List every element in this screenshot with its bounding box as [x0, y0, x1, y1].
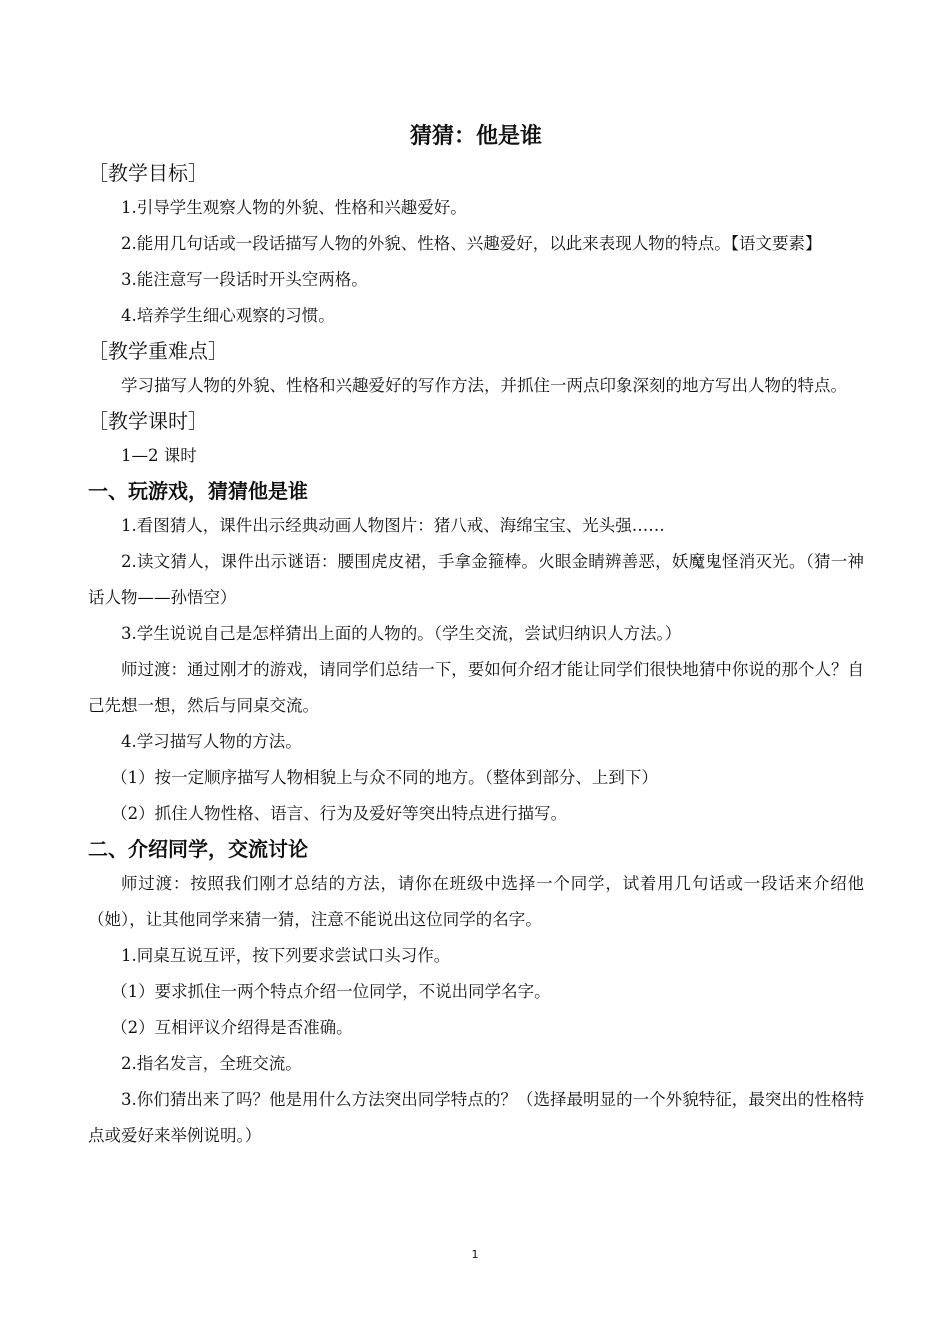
part1-heading: 一、玩游戏，猜猜他是谁 [88, 479, 308, 503]
page-number: 1 [471, 1248, 479, 1261]
part2-item: 2.指名发言，全班交流。 [121, 1054, 302, 1073]
part1-item: 4.学习描写人物的方法。 [121, 732, 302, 751]
part2-item: 1.同桌互说互评，按下列要求尝试口头习作。 [121, 946, 451, 965]
part2-subitem: （2）互相评议介绍得是否准确。 [111, 1018, 353, 1037]
objective-item: 4.培养学生细心观察的习惯。 [121, 306, 335, 325]
key-points-text: 学习描写人物的外貌、性格和兴趣爱好的写作方法，并抓住一两点印象深刻的地方写出人物的特点。 [121, 376, 847, 395]
part1-item: 1.看图猜人，课件出示经典动画人物图片：猪八戒、海绵宝宝、光头强…… [121, 516, 665, 535]
class-hours-text: 1—2 课时 [121, 446, 197, 465]
objectives-heading: ［教学目标］ [88, 161, 208, 185]
objective-item: 3.能注意写一段话时开头空两格。 [121, 270, 368, 289]
class-hours-heading: ［教学课时］ [88, 409, 208, 433]
part1-item: 2.读文猜人，课件出示谜语：腰围虎皮裙，手拿金箍棒。火眼金睛辨善恶，妖魔鬼怪消灭光。（猜一神话人物——孙悟空） [88, 552, 864, 607]
document-title: 猜猜：他是谁 [409, 124, 542, 149]
objective-item: 1.引导学生观察人物的外貌、性格和兴趣爱好。 [121, 198, 467, 217]
part1-subitem: （2）抓住人物性格、语言、行为及爱好等突出特点进行描写。 [111, 804, 568, 823]
part2-item: 3.你们猜出来了吗？他是用什么方法突出同学特点的？（选择最明显的一个外貌特征，最突出的性格特点或爱好来举例说明。） [88, 1090, 864, 1145]
part2-intro: 师过渡：按照我们刚才总结的方法，请你在班级中选择一个同学，试着用几句话或一段话来介绍他（她），让其他同学来猜一猜，注意不能说出这位同学的名字。 [88, 874, 864, 929]
part2-subitem: （1）要求抓住一两个特点介绍一位同学，不说出同学名字。 [111, 982, 551, 1001]
key-points-heading: ［教学重难点］ [88, 339, 228, 363]
part1-item: 3.学生说说自己是怎样猜出上面的人物的。（学生交流，尝试归纳识人方法。） [121, 624, 682, 643]
objective-item: 2.能用几句话或一段话描写人物的外貌、性格、兴趣爱好，以此来表现人物的特点。【语文要素】 [121, 234, 822, 253]
part1-subitem: （1）按一定顺序描写人物相貌上与众不同的地方。（整体到部分、上到下） [111, 768, 658, 787]
document-page [88, 120, 864, 1154]
part2-heading: 二、介绍同学，交流讨论 [88, 837, 308, 861]
part1-transition: 师过渡：通过刚才的游戏，请同学们总结一下，要如何介绍才能让同学们很快地猜中你说的那个人？自己先想一想，然后与同桌交流。 [88, 660, 864, 715]
